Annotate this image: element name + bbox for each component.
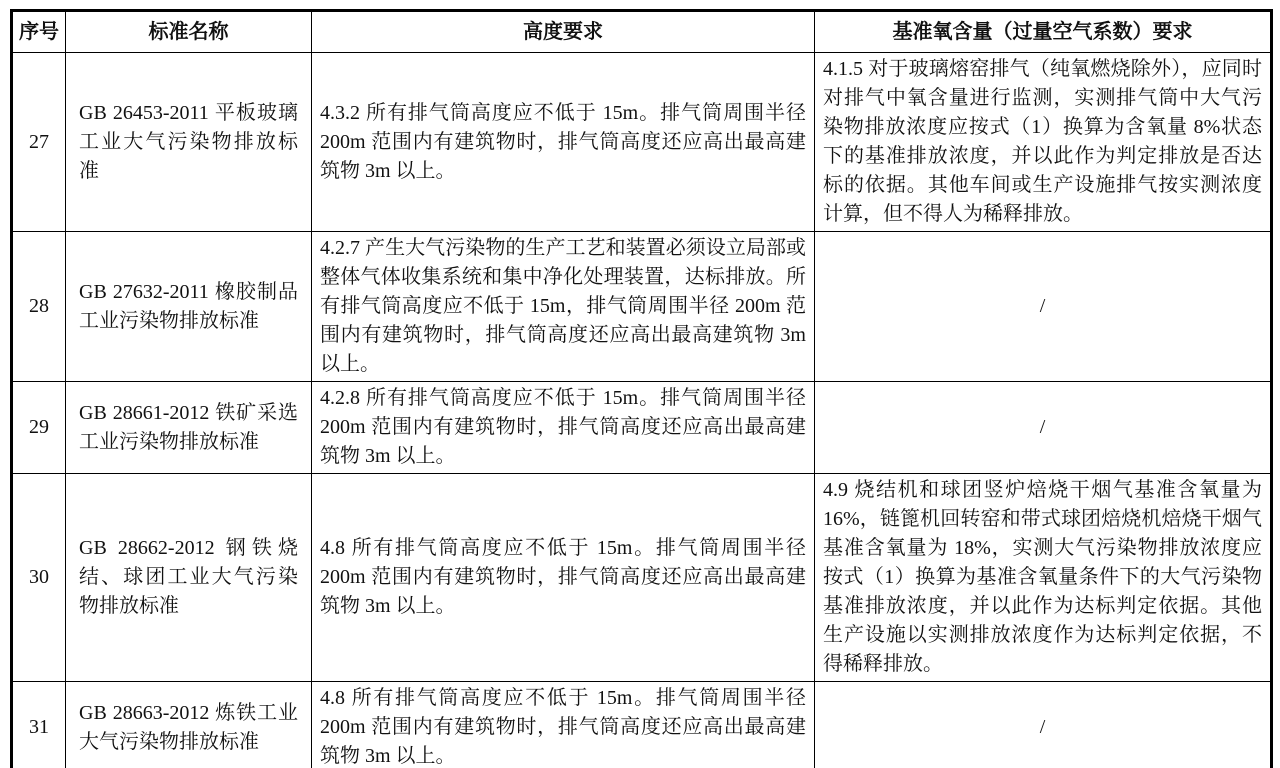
standard-name-cell: GB 27632-2011 橡胶制品工业污染物排放标准: [66, 232, 312, 382]
header-row: [12, 11, 1272, 53]
row-number-cell: 29: [12, 382, 66, 474]
header-height-requirement: 高度要求: [312, 11, 815, 53]
header-oxygen-requirement: 基准氧含量（过量空气系数）要求: [815, 11, 1272, 53]
row-number-cell: 27: [12, 53, 66, 232]
header-standard-name: 标准名称: [66, 11, 312, 53]
standard-name-cell: GB 26453-2011 平板玻璃工业大气污染物排放标准: [66, 53, 312, 232]
table-row: [12, 682, 1272, 768]
standard-name-cell: GB 28663-2012 炼铁工业大气污染物排放标准: [66, 682, 312, 768]
oxygen-requirement-cell: 4.1.5 对于玻璃熔窑排气（纯氧燃烧除外），应同时对排气中氧含量进行监测，实测排气筒中大气污染物排放浓度应按式（1）换算为含氧量 8%状态下的基准排放浓度，并以此作为判定排放是否达标的依据。其他车间或生产设施排气按实测浓度计算，但不得人为稀释排放。: [815, 53, 1272, 232]
header-no: 序号: [12, 11, 66, 53]
row-number-cell: 31: [12, 682, 66, 768]
standard-name-cell: GB 28662-2012 钢铁烧结、球团工业大气污染物排放标准: [66, 474, 312, 682]
height-requirement-cell: 4.3.2 所有排气筒高度应不低于 15m。排气筒周围半径 200m 范围内有建筑物时，排气筒高度还应高出最高建筑物 3m 以上。: [312, 53, 815, 232]
oxygen-requirement-cell: /: [815, 682, 1272, 768]
oxygen-requirement-cell: /: [815, 232, 1272, 382]
height-requirement-cell: 4.2.8 所有排气筒高度应不低于 15m。排气筒周围半径 200m 范围内有建筑物时，排气筒高度还应高出最高建筑物 3m 以上。: [312, 382, 815, 474]
standard-name-cell: GB 28661-2012 铁矿采选工业污染物排放标准: [66, 382, 312, 474]
height-requirement-cell: 4.2.7 产生大气污染物的生产工艺和装置必须设立局部或整体气体收集系统和集中净化处理装置，达标排放。所有排气筒高度应不低于 15m，排气筒周围半径 200m 范围内有建筑物时，排气筒高度还应高出最高建筑物 3m 以上。: [312, 232, 815, 382]
row-number-cell: 30: [12, 474, 66, 682]
oxygen-requirement-cell: /: [815, 382, 1272, 474]
height-requirement-cell: 4.8 所有排气筒高度应不低于 15m。排气筒周围半径 200m 范围内有建筑物时，排气筒高度还应高出最高建筑物 3m 以上。: [312, 474, 815, 682]
table-row: [12, 474, 1272, 682]
height-requirement-cell: 4.8 所有排气筒高度应不低于 15m。排气筒周围半径 200m 范围内有建筑物时，排气筒高度还应高出最高建筑物 3m 以上。: [312, 682, 815, 768]
table-row: [12, 53, 1272, 232]
standards-table: [10, 9, 1273, 768]
row-number-cell: 28: [12, 232, 66, 382]
table-row: [12, 382, 1272, 474]
oxygen-requirement-cell: 4.9 烧结机和球团竖炉焙烧干烟气基准含氧量为 16%，链篦机回转窑和带式球团焙烧机焙烧干烟气基准含氧量为 18%，实测大气污染物排放浓度应按式（1）换算为基准含氧量条件下的大气污染物基准排放浓度，并以此作为达标判定依据。其他生产设施以实测排放浓度作为达标判定依据，不得稀释排放。: [815, 474, 1272, 682]
table-row: [12, 232, 1272, 382]
